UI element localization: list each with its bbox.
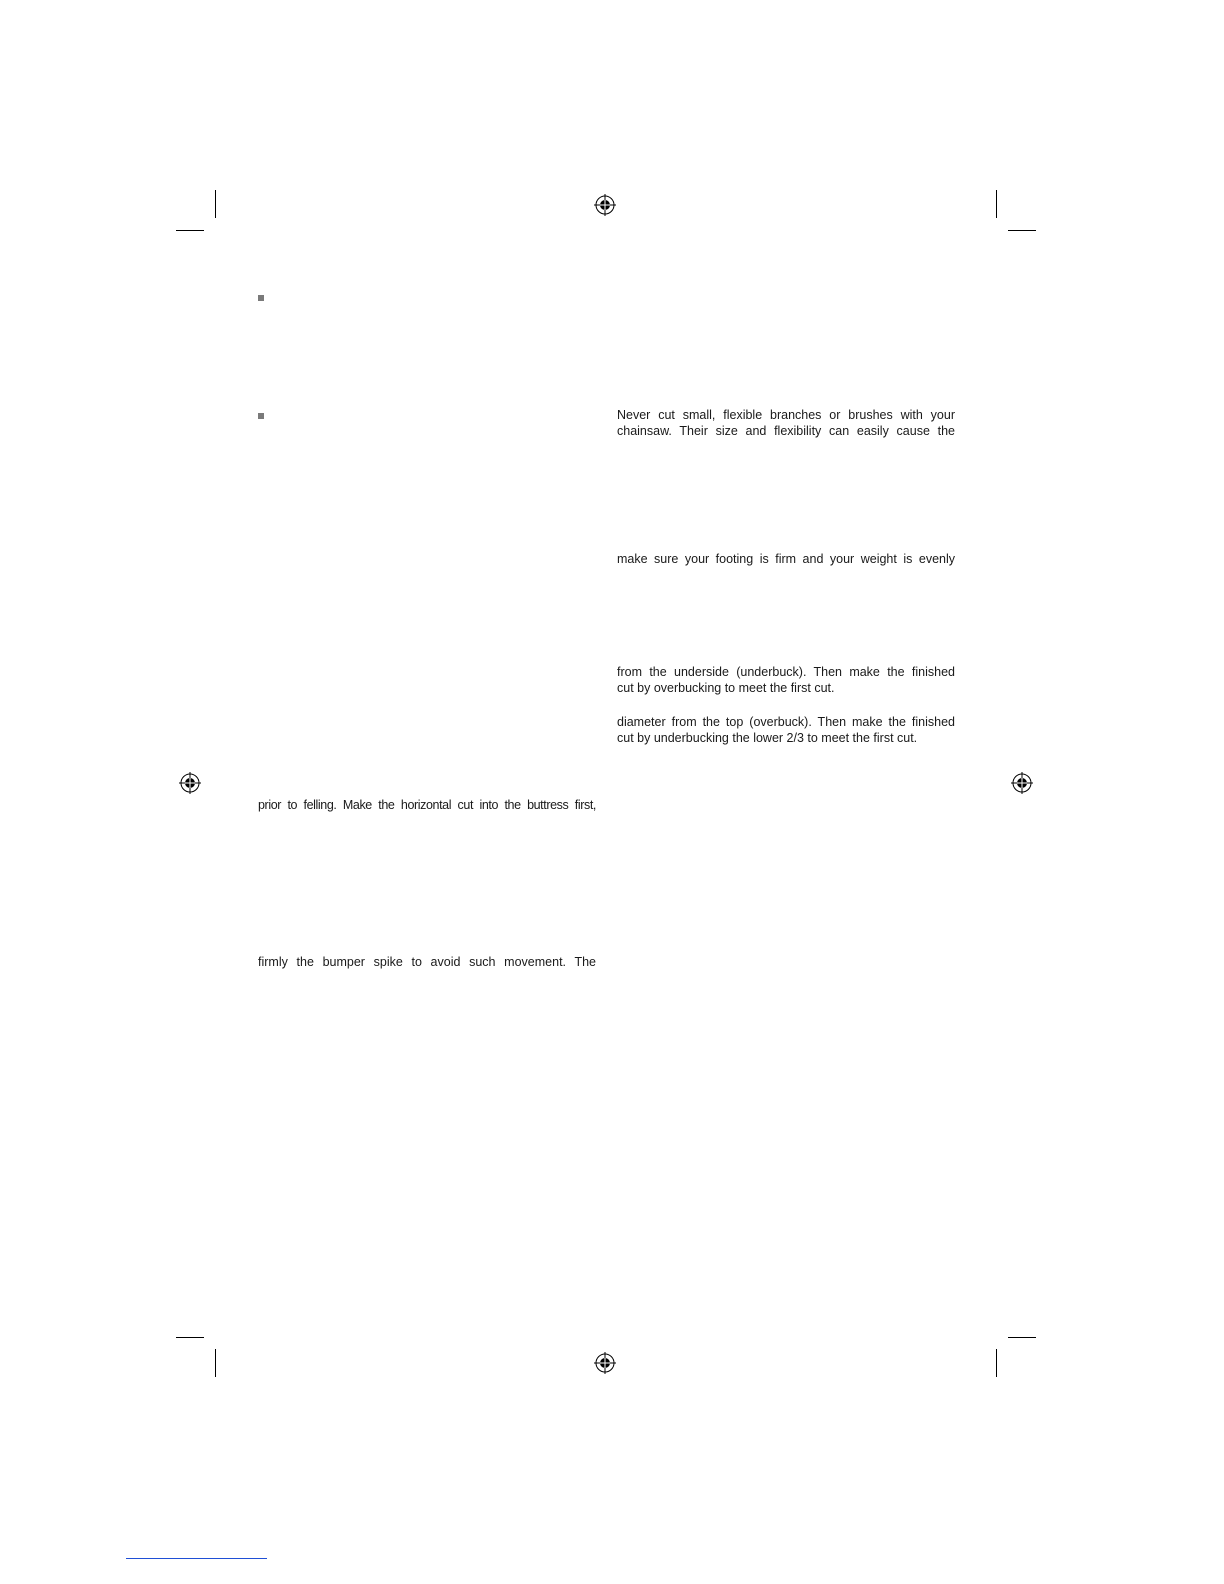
paragraph-overbuck — [617, 714, 955, 746]
crop-mark-top-right-vertical — [996, 190, 997, 218]
text-line: prior to felling. Make the horizontal cut into the buttress first, — [258, 798, 596, 812]
bullet-icon-2 — [258, 413, 264, 419]
crop-mark-bottom-right-horizontal — [1008, 1337, 1036, 1338]
crop-mark-bottom-left-horizontal — [176, 1337, 204, 1338]
registration-mark-icon-top — [594, 194, 616, 216]
crop-mark-bottom-left-vertical — [215, 1349, 216, 1377]
crop-mark-bottom-right-vertical — [996, 1349, 997, 1377]
crop-mark-top-left-horizontal — [176, 230, 204, 231]
text-line: from the underside (underbuck). Then make the finished — [617, 665, 955, 679]
text-line: diameter from the top (overbuck). Then make the finished — [617, 715, 955, 729]
registration-mark-icon-bottom — [594, 1352, 616, 1374]
crop-mark-top-left-vertical — [215, 190, 216, 218]
registration-mark-icon-right — [1011, 772, 1033, 794]
text-line: chainsaw. Their size and flexibility can easily cause the — [617, 424, 955, 438]
text-line: cut by underbucking the lower 2/3 to meet the first cut. — [617, 731, 918, 745]
text-line: cut by overbucking to meet the first cut. — [617, 681, 835, 695]
paragraph-underbuck — [617, 664, 955, 696]
paragraph-bumper-spike — [258, 954, 596, 970]
crop-mark-top-right-horizontal — [1008, 230, 1036, 231]
bullet-icon-1 — [258, 295, 264, 301]
text-line: firmly the bumper spike to avoid such movement. The — [258, 955, 596, 969]
text-line: Never cut small, flexible branches or brushes with your — [617, 408, 955, 422]
footer-link-rule — [126, 1558, 267, 1559]
paragraph-footing — [617, 551, 955, 567]
paragraph-buttress — [258, 797, 596, 813]
registration-mark-icon-left — [179, 772, 201, 794]
text-line: make sure your footing is firm and your weight is evenly — [617, 552, 955, 566]
paragraph-branches-warning — [617, 407, 955, 439]
